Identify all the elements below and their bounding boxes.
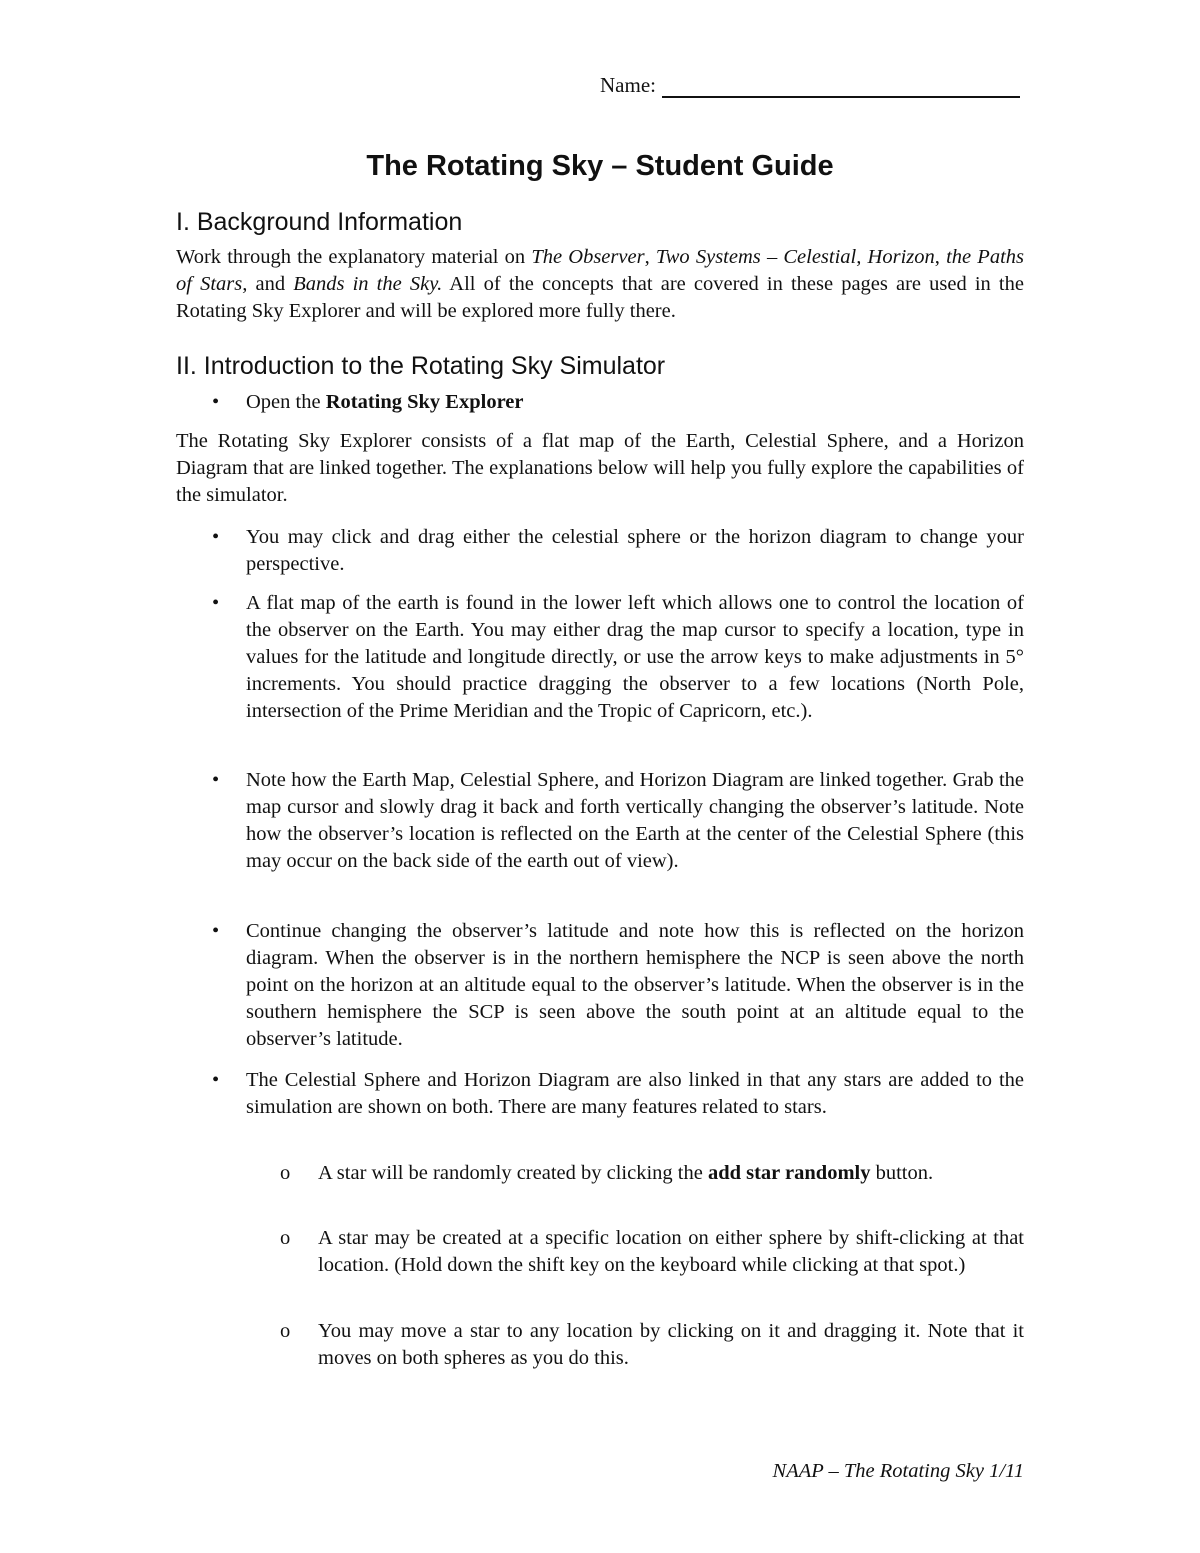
list-item-text: You may click and drag either the celestial sphere or the horizon diagram to change your perspective. [246, 526, 1024, 575]
text-run: , [934, 246, 947, 268]
bullet-icon: • [212, 592, 220, 614]
bold-text-add-star: add star randomly [707, 1162, 871, 1184]
section-heading-background: I. Background Information [176, 208, 463, 236]
sub-list-item [280, 1225, 1024, 1279]
circle-bullet-icon: o [280, 1162, 291, 1184]
list-item-text: The Celestial Sphere and Horizon Diagram are also linked in that any stars are added to the simulation are shown on both. There are many features related to stars. [246, 1069, 1024, 1118]
circle-bullet-icon: o [280, 1320, 291, 1342]
list-item [212, 524, 1024, 578]
bullet-icon: • [212, 526, 220, 548]
name-field [600, 72, 1020, 98]
text-run: and [247, 273, 294, 295]
document-page [176, 0, 1024, 1553]
list-item [212, 590, 1024, 725]
text-run: All of the concepts that are covered in these pages are used in the Rotating Sky Explorer and will be explored more fully there. [176, 273, 1024, 322]
sub-list-item-text: A star may be created at a specific location on either sphere by shift-clicking at that location. (Hold down the shift key on the keyboard while clicking at that spot.) [318, 1227, 1024, 1276]
text-run: Work through the explanatory material on [176, 246, 532, 268]
name-blank-line[interactable] [662, 76, 1020, 98]
sub-list-item [280, 1318, 1024, 1372]
intro-paragraph: The Rotating Sky Explorer consists of a flat map of the Earth, Celestial Sphere, and a Horizon Diagram that are linked together. The explanations below will help you fully explore the capabilities of the simulator. [176, 430, 1024, 506]
bullet-icon: • [212, 391, 220, 413]
italic-text-observer: The Observer [531, 246, 645, 268]
section-heading-introduction: II. Introduction to the Rotating Sky Simulator [176, 352, 666, 380]
list-item [212, 767, 1024, 875]
bullet-icon: • [212, 1069, 220, 1091]
page-title: The Rotating Sky – Student Guide [366, 150, 834, 182]
list-item [212, 1067, 1024, 1121]
sub-list-item-text: You may move a star to any location by clicking on it and dragging it. Note that it moves on both spheres as you do this. [318, 1320, 1024, 1369]
bullet-icon: • [212, 920, 220, 942]
bold-text-explorer: Rotating Sky Explorer [325, 391, 524, 413]
name-label: Name: [600, 73, 656, 97]
text-run: , [644, 246, 656, 268]
italic-text-bands-in-sky: Bands in the Sky. [293, 273, 443, 295]
text-run: Open the [246, 391, 326, 413]
open-explorer-item [212, 389, 1024, 416]
text-run: A star will be randomly created by clicking the [318, 1162, 708, 1184]
italic-text-two-systems: Two Systems – Celestial, Horizon [655, 246, 935, 268]
list-item [212, 918, 1024, 1053]
bullet-icon: • [212, 769, 220, 791]
italic-text-paths-of-stars: the Paths of Stars, [176, 246, 1024, 295]
list-item-text: Continue changing the observer’s latitude and note how this is reflected on the horizon diagram. When the observer is in the northern hemisphere the NCP is seen above the north point on the horizon at an altitude equal to the observer’s latitude. When the observer is in the southern hemisphere the SCP is seen above the south point at an altitude equal to the observer’s latitude. [246, 920, 1024, 1050]
page-footer: NAAP – The Rotating Sky 1/11 [772, 1460, 1024, 1482]
list-item-text: Note how the Earth Map, Celestial Sphere, and Horizon Diagram are linked together. Grab the map cursor and slowly drag it back and forth vertically changing the observer’s latitude. Note how the observer’s location is reflected on the Earth at the center of the Celestial Sphere (this may occur on the back side of the earth out of view). [246, 769, 1024, 872]
sub-list-item [280, 1160, 1024, 1187]
text-run: button. [870, 1162, 934, 1184]
background-paragraph [176, 244, 1024, 325]
circle-bullet-icon: o [280, 1227, 291, 1249]
list-item-text: A flat map of the earth is found in the lower left which allows one to control the location of the observer on the Earth. You may either drag the map cursor to specify a location, type in values for the latitude and longitude directly, or use the arrow keys to make adjustments in 5° increments. You should practice dragging the observer to a few locations (North Pole, intersection of the Prime Meridian and the Tropic of Capricorn, etc.). [246, 592, 1024, 722]
